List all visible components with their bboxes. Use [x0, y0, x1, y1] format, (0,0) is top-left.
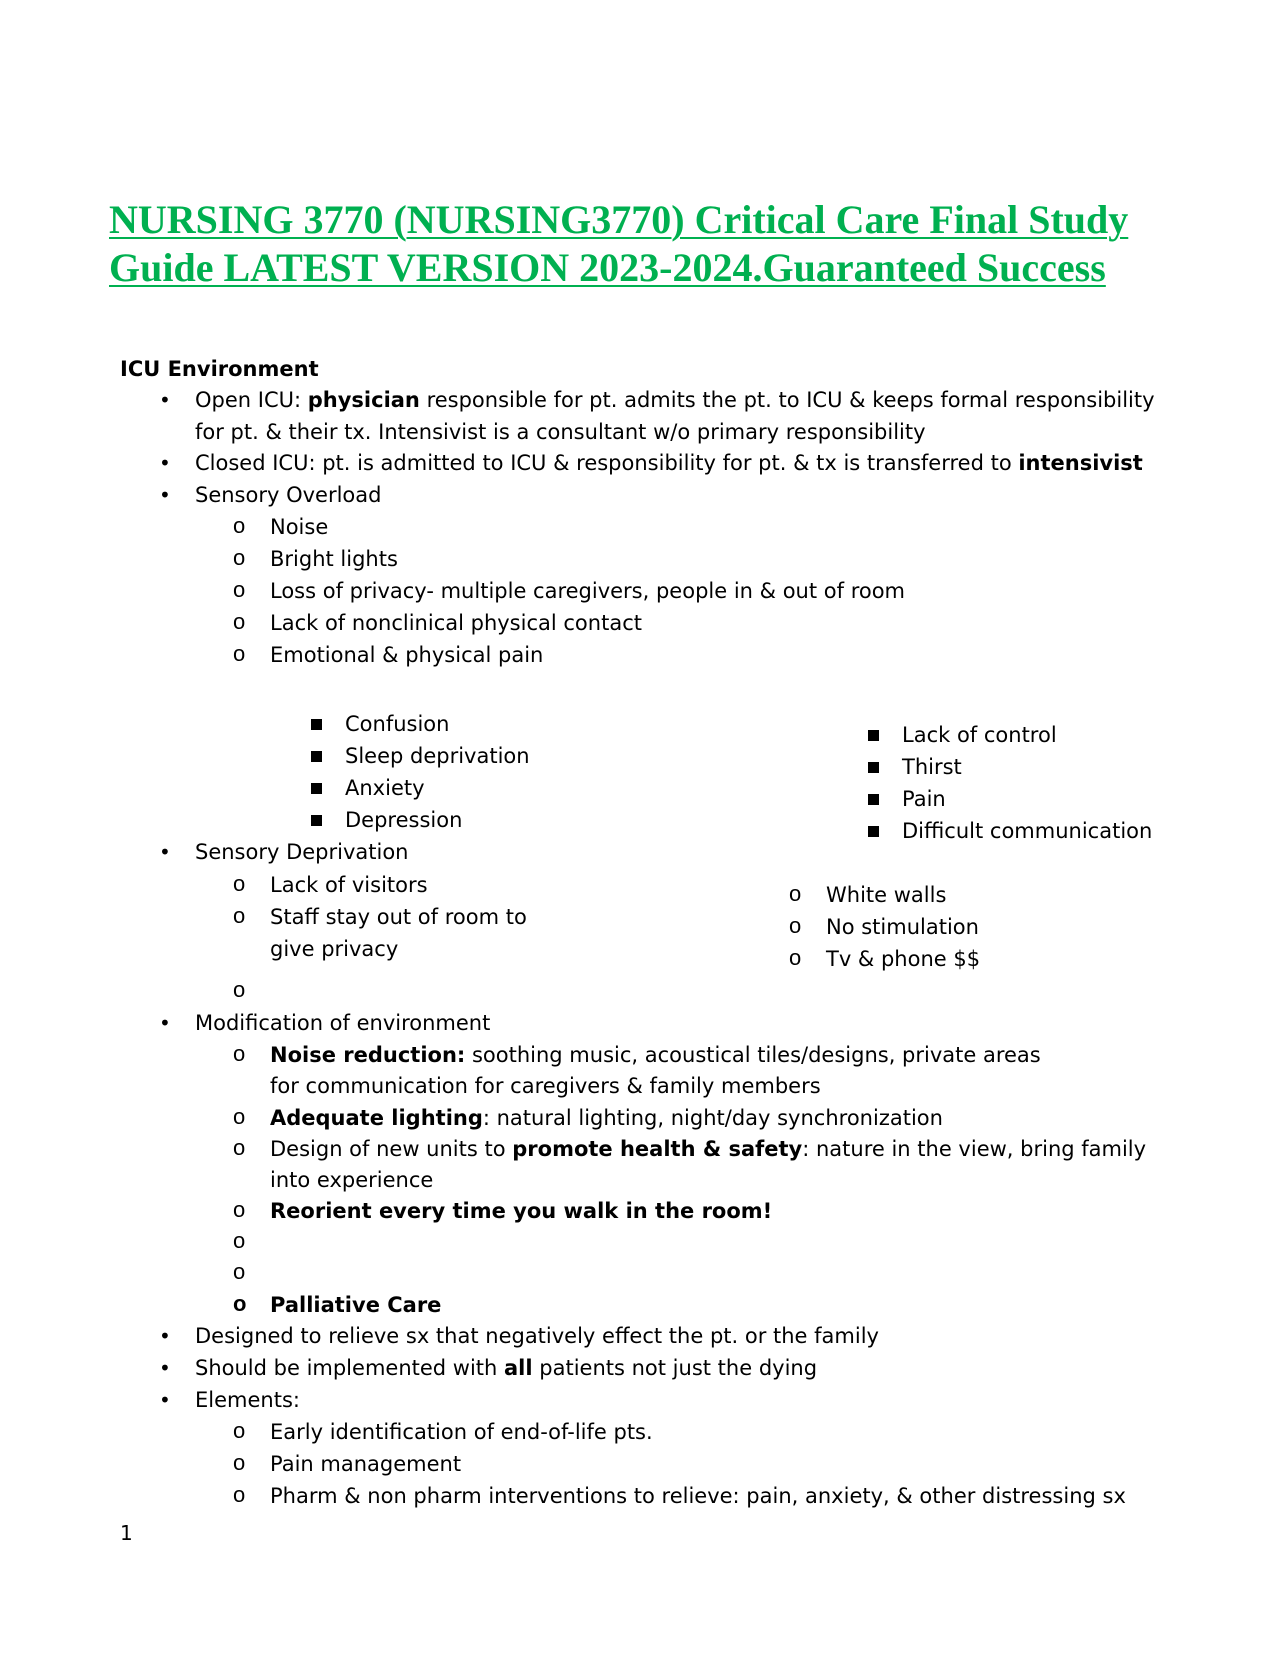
- palliative-item: Designed to relieve sx that negatively effect the pt. or the family: [195, 1324, 879, 1348]
- design-line-2: into experience: [270, 1168, 434, 1192]
- empty-circle-bullet: o: [233, 1228, 246, 1253]
- circle-bullet: o: [233, 1041, 246, 1066]
- bullet-palliative-3: •: [159, 1388, 171, 1412]
- bullet-open-icu: •: [159, 388, 171, 412]
- palliative-element: Pharm & non pharm interventions to relieve: pain, anxiety, & other distressing sx: [270, 1484, 1126, 1508]
- overload-square-item-right: Thirst: [902, 755, 962, 779]
- open-icu-line-2: for pt. & their tx. Intensivist is a consultant w/o primary responsibility: [195, 420, 926, 444]
- overload-square-item: Confusion: [345, 712, 450, 736]
- overload-item: Loss of privacy- multiple caregivers, people in & out of room: [270, 579, 906, 603]
- closed-icu-text: Closed ICU: pt. is admitted to ICU & responsibility for pt. & tx is transferred to intensivist: [195, 451, 1143, 475]
- deprivation-item-right: Tv & phone $$: [826, 947, 981, 971]
- page-number: 1: [120, 1521, 133, 1545]
- deprivation-item: Lack of visitors: [270, 873, 428, 897]
- circle-bullet: o: [233, 871, 246, 896]
- bullet-modification: •: [159, 1011, 171, 1035]
- empty-circle-bullet: o: [233, 977, 246, 1002]
- palliative-item: Should be implemented with all patients not just the dying: [195, 1356, 818, 1380]
- circle-bullet: o: [789, 913, 802, 938]
- square-bullet: [868, 826, 879, 837]
- circle-bullet: o: [233, 1482, 246, 1507]
- bullet-palliative-1: •: [159, 1324, 171, 1348]
- palliative-care-heading: Palliative Care: [270, 1293, 442, 1317]
- circle-bullet: o: [233, 1450, 246, 1475]
- square-bullet: [311, 783, 322, 794]
- open-icu-line-1: Open ICU: physician responsible for pt. admits the pt. to ICU & keeps formal responsibility: [195, 388, 1155, 412]
- square-bullet: [868, 730, 879, 741]
- overload-square-item: Depression: [345, 808, 463, 832]
- overload-square-item: Sleep deprivation: [345, 744, 530, 768]
- palliative-element: Pain management: [270, 1452, 462, 1476]
- overload-square-item: Anxiety: [345, 776, 425, 800]
- palliative-item: Elements:: [195, 1388, 300, 1412]
- overload-square-item-right: Pain: [902, 787, 946, 811]
- overload-square-item-right: Lack of control: [902, 723, 1057, 747]
- circle-bullet: o: [789, 945, 802, 970]
- deprivation-item: Staff stay out of room to: [270, 905, 527, 929]
- bullet-sensory-overload: •: [159, 483, 171, 507]
- palliative-element: Early identification of end-of-life pts.: [270, 1420, 653, 1444]
- circle-bullet: o: [233, 903, 246, 928]
- overload-item: Lack of nonclinical physical contact: [270, 611, 642, 635]
- square-bullet: [311, 751, 322, 762]
- bullet-palliative-2: •: [159, 1356, 171, 1380]
- square-bullet: [868, 794, 879, 805]
- circle-bullet: o: [233, 545, 246, 570]
- reorient-text: Reorient every time you walk in the room!: [270, 1199, 773, 1223]
- deprivation-item-right: White walls: [826, 883, 947, 907]
- section-heading-icu: ICU Environment: [120, 357, 319, 381]
- circle-bullet: o: [233, 641, 246, 666]
- circle-bullet: o: [233, 513, 246, 538]
- deprivation-item-right: No stimulation: [826, 915, 979, 939]
- modification-label: Modification of environment: [195, 1011, 491, 1035]
- noise-reduction-line-1: Noise reduction: soothing music, acoustical tiles/designs, private areas: [270, 1043, 1041, 1067]
- sensory-deprivation-label: Sensory Deprivation: [195, 840, 409, 864]
- adequate-lighting: Adequate lighting: natural lighting, night/day synchronization: [270, 1106, 943, 1130]
- overload-square-item-right: Difficult communication: [902, 819, 1153, 843]
- circle-bullet: o: [233, 609, 246, 634]
- circle-bullet: o: [233, 577, 246, 602]
- square-bullet: [311, 815, 322, 826]
- sensory-overload-label: Sensory Overload: [195, 483, 382, 507]
- title-line-2: Guide LATEST VERSION 2023-2024.Guaranteed Success: [109, 245, 1106, 290]
- circle-bullet: o: [233, 1197, 246, 1222]
- document-title: [109, 196, 1219, 292]
- bullet-closed-icu: •: [159, 451, 171, 475]
- circle-bullet: o: [789, 881, 802, 906]
- noise-reduction-line-2: for communication for caregivers & family members: [270, 1074, 821, 1098]
- title-line-1: NURSING 3770 (NURSING3770) Critical Care Final Study: [109, 197, 1129, 242]
- design-line-1: Design of new units to promote health & safety: nature in the view, bring family: [270, 1137, 1147, 1161]
- circle-bullet: o: [233, 1418, 246, 1443]
- square-bullet: [868, 762, 879, 773]
- circle-bullet-bold: o: [233, 1291, 247, 1316]
- empty-circle-bullet: o: [233, 1259, 246, 1284]
- deprivation-item-continued: give privacy: [270, 937, 399, 961]
- circle-bullet: o: [233, 1135, 246, 1160]
- circle-bullet: o: [233, 1104, 246, 1129]
- overload-item: Emotional & physical pain: [270, 643, 544, 667]
- overload-item: Bright lights: [270, 547, 398, 571]
- square-bullet: [311, 719, 322, 730]
- bullet-sensory-deprivation: •: [159, 840, 171, 864]
- overload-item: Noise: [270, 515, 329, 539]
